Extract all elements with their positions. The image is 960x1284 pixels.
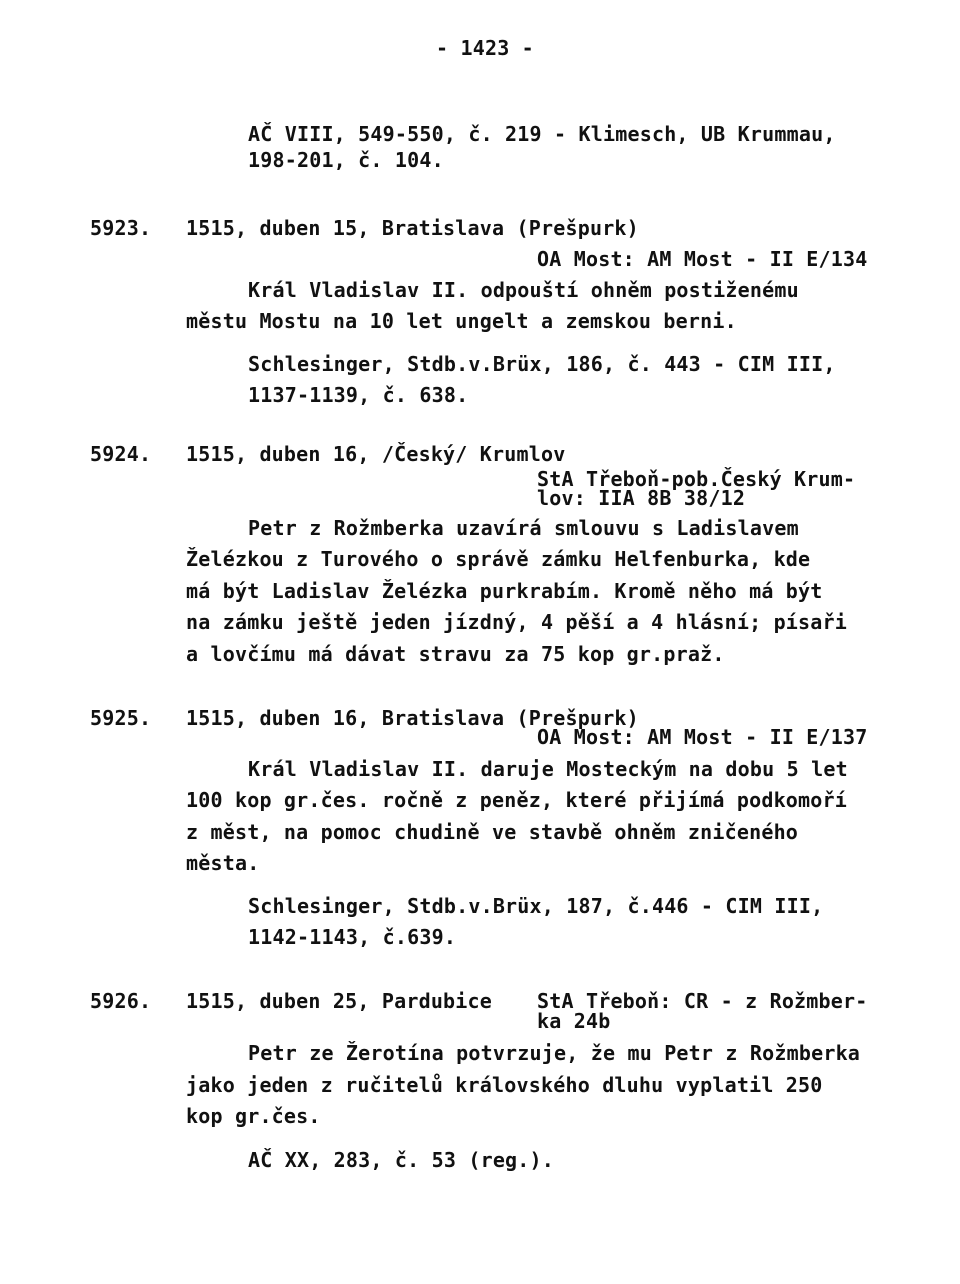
intro-reference-line: AČ VIII, 549-550, č. 219 - Klimesch, UB Krummau, xyxy=(248,122,836,146)
regest-line: města. xyxy=(186,851,260,875)
page-number: - 1423 - xyxy=(436,36,534,60)
regest-line: z měst, na pomoc chudině ve stavbě ohněm zničeného xyxy=(186,820,799,844)
literature-line: AČ XX, 283, č. 53 (reg.). xyxy=(248,1148,555,1172)
regest-line: 100 kop gr.čes. ročně z peněz, které přijímá podkomoří xyxy=(186,788,848,812)
regest-line: kop gr.čes. xyxy=(186,1104,321,1128)
regest-line: jako jeden z ručitelů královského dluhu vyplatil 250 xyxy=(186,1073,823,1097)
intro-reference-line: 198-201, č. 104. xyxy=(248,148,444,172)
literature-line: Schlesinger, Stdb.v.Brüx, 186, č. 443 - CIM III, xyxy=(248,352,836,376)
entry-archive: OA Most: AM Most - II E/137 xyxy=(537,725,868,749)
regest-line: na zámku ještě jeden jízdný, 4 pěší a 4 hlásní; písaři xyxy=(186,610,848,634)
entry-header: 1515, duben 15, Bratislava (Prešpurk) xyxy=(186,216,639,240)
literature-line: Schlesinger, Stdb.v.Brüx, 187, č.446 - CIM III, xyxy=(248,894,824,918)
regest-line: Petr ze Žerotína potvrzuje, že mu Petr z Rožmberka xyxy=(248,1041,861,1065)
entry-number: 5925. xyxy=(90,706,152,730)
entry-header: 1515, duben 16, /Český/ Krumlov xyxy=(186,442,566,466)
entry-number: 5923. xyxy=(90,216,152,240)
entry-archive: lov: IIA 8B 38/12 xyxy=(537,486,746,510)
regest-line: Želézkou z Turového o správě zámku Helfenburka, kde xyxy=(186,547,811,571)
regest-line: Král Vladislav II. odpouští ohněm postiženému xyxy=(248,278,799,302)
entry-archive: StA Třeboň-pob.Český Krum- xyxy=(537,467,856,491)
literature-line: 1142-1143, č.639. xyxy=(248,925,457,949)
regest-line: Král Vladislav II. daruje Mosteckým na dobu 5 let xyxy=(248,757,848,781)
regest-line: a lovčímu má dávat stravu za 75 kop gr.praž. xyxy=(186,642,725,666)
entry-number: 5924. xyxy=(90,442,152,466)
entry-archive: OA Most: AM Most - II E/134 xyxy=(537,247,868,271)
entry-header: 1515, duben 25, Pardubice xyxy=(186,989,493,1013)
regest-line: městu Mostu na 10 let ungelt a zemskou berni. xyxy=(186,309,737,333)
regest-line: Petr z Rožmberka uzavírá smlouvu s Ladislavem xyxy=(248,516,799,540)
regest-line: má být Ladislav Želézka purkrabím. Kromě něho má být xyxy=(186,579,823,603)
entry-number: 5926. xyxy=(90,989,152,1013)
entry-archive: StA Třeboň: CR - z Rožmber- xyxy=(537,989,868,1013)
entry-archive: ka 24b xyxy=(537,1009,611,1033)
literature-line: 1137-1139, č. 638. xyxy=(248,383,469,407)
entry-header: 1515, duben 16, Bratislava (Prešpurk) xyxy=(186,706,639,730)
